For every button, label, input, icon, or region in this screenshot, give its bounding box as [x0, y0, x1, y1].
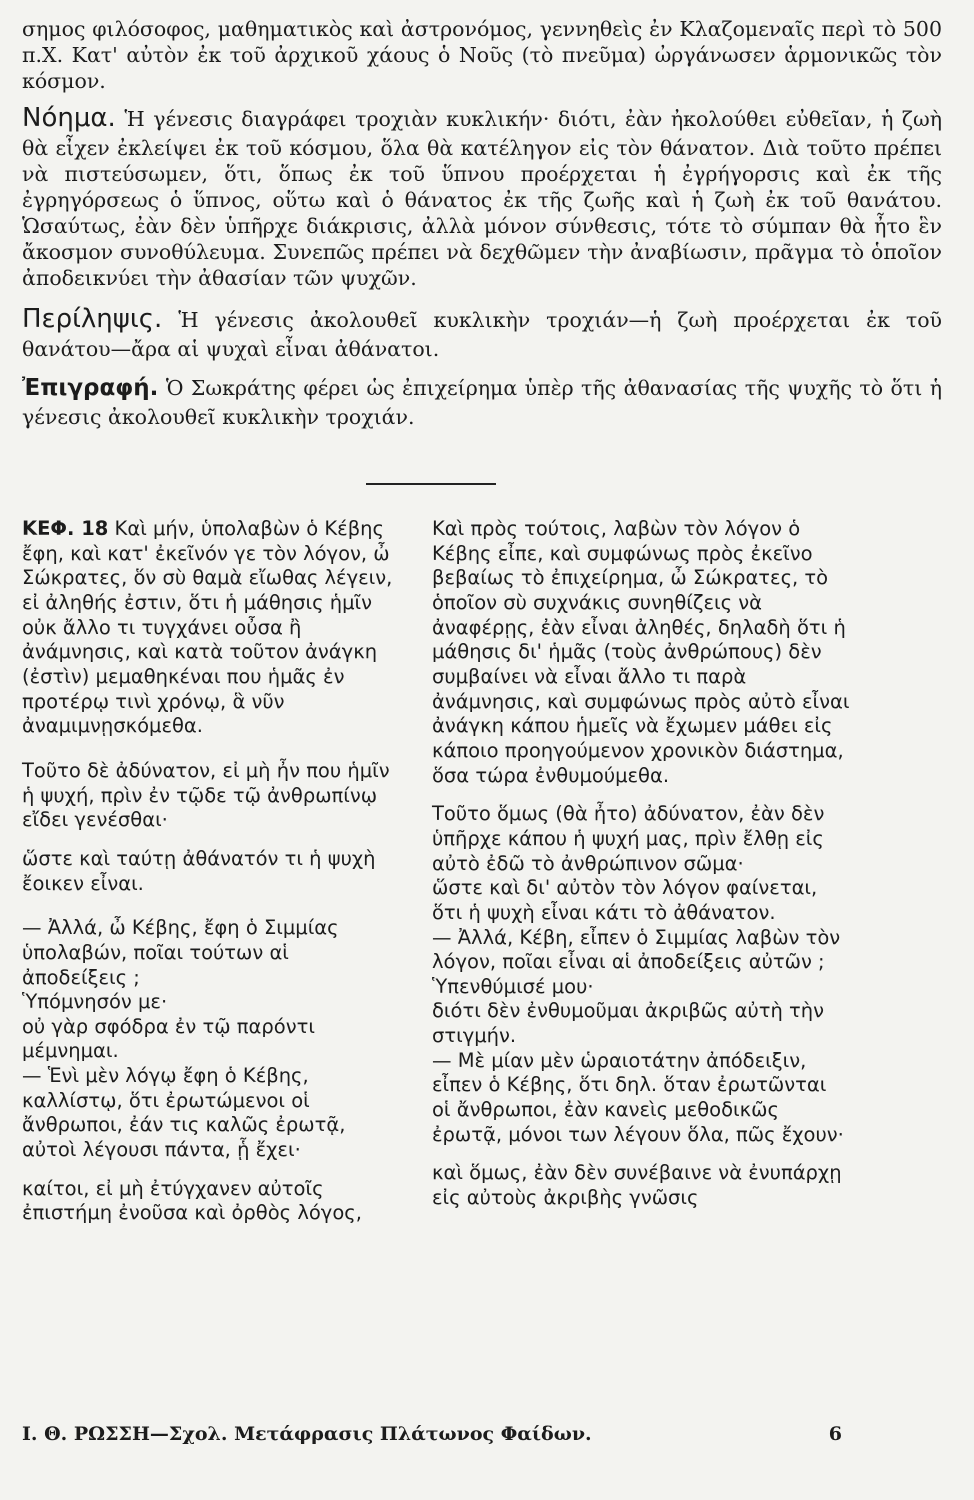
- original-paragraph: Τοῦτο δὲ ἀδύνατον, εἰ μὴ ἦν που ἡμῖν ἡ ψυχή, πρὶν ἐν τῷδε τῷ ἀνθρωπίνῳ εἴδει γενέσθαι·: [22, 758, 390, 832]
- epigrafi-text: Ὁ Σωκράτης φέρει ὡς ἐπιχείρημα ὑπὲρ τῆς ἀθανασίας τῆς ψυχῆς τὸ ὅτι ἡ γένεσις ἀκολουθεῖ κυκλικὴν τροχιάν.: [22, 376, 942, 429]
- original-line: — Ἑνὶ μὲν λόγῳ ἔφη ὁ Κέβης, καλλίστῳ, ὅτι ἐρωτώμενοι οἱ ἄνθρωποι, ἐάν τις καλῶς ἐρωτᾷ, αὐτοὶ λέγουσι πάντα, ᾗ ἔχει·: [22, 1064, 346, 1162]
- perilipsis-text: Ἡ γένεσις ἀκολουθεῖ κυκλικὴν τροχιάν—ἡ ζωὴ προέρχεται ἐκ τοῦ θανάτου—ἄρα αἱ ψυχαὶ εἶναι ἀθάνατοι.: [22, 308, 942, 362]
- epigrafi-paragraph: [22, 374, 942, 429]
- original-text: Καὶ μήν, ὑπολαβὼν ὁ Κέβης ἔφη, καὶ κατ' ἐκεῖνόν γε τὸν λόγον, ὦ Σώκρατες, ὅν σὺ θαμὰ εἴωθας λέγειν, εἰ ἀληθής ἐστιν, ὅτι ἡ μάθησις ἡμῖν οὐκ ἄλλο τι τυγχάνει οὖσα ἢ ἀνάμνησις, καὶ κατὰ τοῦτον ἀνάγκη (ἐστὶν) μεμαθηκέναι που ἡμᾶς ἐν προτέρῳ τινὶ χρόνῳ, ἃ νῦν ἀναμιμνῃσκόμεθα.: [22, 517, 393, 738]
- translation-line: Τοῦτο ὅμως (θὰ ἦτο) ἀδύνατον, ἐὰν δὲν ὑπῆρχε κάπου ἡ ψυχή μας, πρὶν ἔλθῃ εἰς αὐτὸ ἐδῶ τὸ ἀνθρώπινον σῶμα·: [432, 802, 825, 875]
- original-paragraph: καίτοι, εἰ μὴ ἐτύγχανεν αὐτοῖς ἐπιστήμη ἐνοῦσα καὶ ὀρθὸς λόγος,: [22, 1176, 362, 1225]
- translation-column: [432, 517, 850, 1231]
- perilipsis-label: Περίληψις.: [22, 304, 163, 335]
- footnote-continuation: σημος φιλόσοφος, μαθηματικὸς καὶ ἀστρονόμος, γεννηθεὶς ἐν Κλαζομεναῖς περὶ τὸ 500 π.Χ. Κατ' αὐτὸν ἐκ τοῦ ἀρχικοῦ χάους ὁ Νοῦς (τὸ πνεῦμα) ὠργάνωσεν ἁρμονικῶς τὸν κόσμον.: [22, 17, 942, 94]
- footer-title: Ι. Θ. ΡΩΣΣΗ—Σχολ. Μετάφρασις Πλάτωνος Φαίδων.: [22, 1423, 592, 1445]
- original-line: οὐ γὰρ σφόδρα ἐν τῷ παρόντι μέμνημαι.: [22, 1014, 315, 1063]
- translation-line: διότι δὲν ἐνθυμοῦμαι ἀκριβῶς αὐτὴ τὴν στιγμήν.: [432, 999, 825, 1048]
- original-line: Ὑπόμνησόν με·: [22, 990, 168, 1014]
- epigrafi-label: Ἐπιγραφή.: [22, 375, 159, 402]
- original-paragraph: [22, 916, 394, 1163]
- chapter-label: ΚΕΦ. 18: [22, 517, 109, 540]
- translation-line: — Μὲ μίαν μὲν ὡραιοτάτην ἀπόδειξιν, εἶπεν ὁ Κέβης, ὅτι δηλ. ὅταν ἐρωτῶνται οἱ ἄνθρωποι, ἐὰν κανεὶς μεθοδικῶς ἐρωτᾷ, μόνοι των λέγουν ὅλα, πῶς ἔχουν·: [432, 1048, 844, 1146]
- translation-paragraph: καὶ ὅμως, ἐὰν δὲν συνέβαινε νὰ ἐνυπάρχῃ εἰς αὐτοὺς ἀκριβὴς γνῶσις: [432, 1161, 842, 1210]
- commentary-section: [22, 16, 942, 442]
- translation-paragraph: [432, 802, 850, 1147]
- section-divider: [366, 483, 496, 485]
- perilipsis-paragraph: [22, 303, 942, 362]
- noima-text: Ἡ γένεσις διαγράφει τροχιὰν κυκλικήν· διότι, ἐὰν ἠκολούθει εὐθεῖαν, ἡ ζωὴ θὰ εἶχεν ἐκλείψει ἐκ τοῦ κόσμου, ὅλα θὰ κατέληγον εἰς τὸν θάνατον. Διὰ τοῦτο πρέπει νὰ πιστεύσωμεν, ὅτι, ὅπως ἐκ τοῦ ὕπνου προέρχεται ἡ ἐγρήγορσις καὶ ἐκ τῆς ἐγρηγόρσεως ὁ ὕπνος, οὕτω καὶ ὁ θάνατος ἐκ τῆς ζωῆς καὶ ἡ ζωὴ ἐκ τοῦ θανάτου. Ὡσαύτως, ἐὰν δὲν ὑπῆρχε διάκρισις, ἀλλὰ μόνον σύνθεσις, τότε τὸ σύμπαν θὰ ἦτο ἓν ἄκοσμον συνοθύλευμα. Συνεπῶς πρέπει νὰ δεχθῶμεν τὴν ἀναβίωσιν, πρᾶγμα τὸ ὁποῖον ἀποδεικνύει τὴν ἀθασίαν τῶν ψυχῶν.: [22, 107, 942, 291]
- page-number: 6: [828, 1423, 842, 1445]
- translation-line: Ὑπενθύμισέ μου·: [432, 974, 594, 998]
- original-line: — Ἀλλά, ὦ Κέβης, ἔφη ὁ Σιμμίας ὑπολαβών, ποῖαι τούτων αἱ ἀποδείξεις ;: [22, 916, 339, 989]
- translation-paragraph: Καὶ πρὸς τούτοις, λαβὼν τὸν λόγον ὁ Κέβης εἶπε, καὶ συμφώνως πρὸς ἐκεῖνο βεβαίως τὸ ἐπιχείρημα, ὦ Σώκρατες, τὸ ὁποῖον σὺ συχνάκις συνηθίζεις νὰ ἀναφέρῃς, ἐὰν εἶναι ἀληθές, δηλαδὴ ὅτι ἡ μάθησις δι' ἡμᾶς (τοὺς ἀνθρώπους) δὲν συμβαίνει νὰ εἶναι ἄλλο τι παρὰ ἀνάμνησις, καὶ συμφώνως πρὸς αὐτὸ εἶναι ἀνάγκη κάπου ἡμεῖς νὰ ἔχωμεν μάθει εἰς κάποιο προηγούμενον χρονικὸν διάστημα, ὅσα τώρα ἐνθυμούμεθα.: [432, 517, 850, 787]
- noima-paragraph: [22, 102, 942, 291]
- page-footer: [22, 1423, 842, 1445]
- noima-label: Νόημα.: [22, 103, 116, 134]
- original-paragraph: ὥστε καὶ ταύτῃ ἀθάνατόν τι ἡ ψυχὴ ἔοικεν εἶναι.: [22, 846, 376, 895]
- original-paragraph: [22, 517, 394, 739]
- greek-original-column: [22, 517, 394, 1246]
- translation-line: ὥστε καὶ δι' αὐτὸν τὸν λόγον φαίνεται, ὅτι ἡ ψυχὴ εἶναι κάτι τὸ ἀθάνατον.: [432, 876, 818, 924]
- translation-line: — Ἀλλά, Κέβη, εἶπεν ὁ Σιμμίας λαβὼν τὸν λόγον, ποῖαι εἶναι αἱ ἀποδείξεις αὐτῶν ;: [432, 925, 841, 974]
